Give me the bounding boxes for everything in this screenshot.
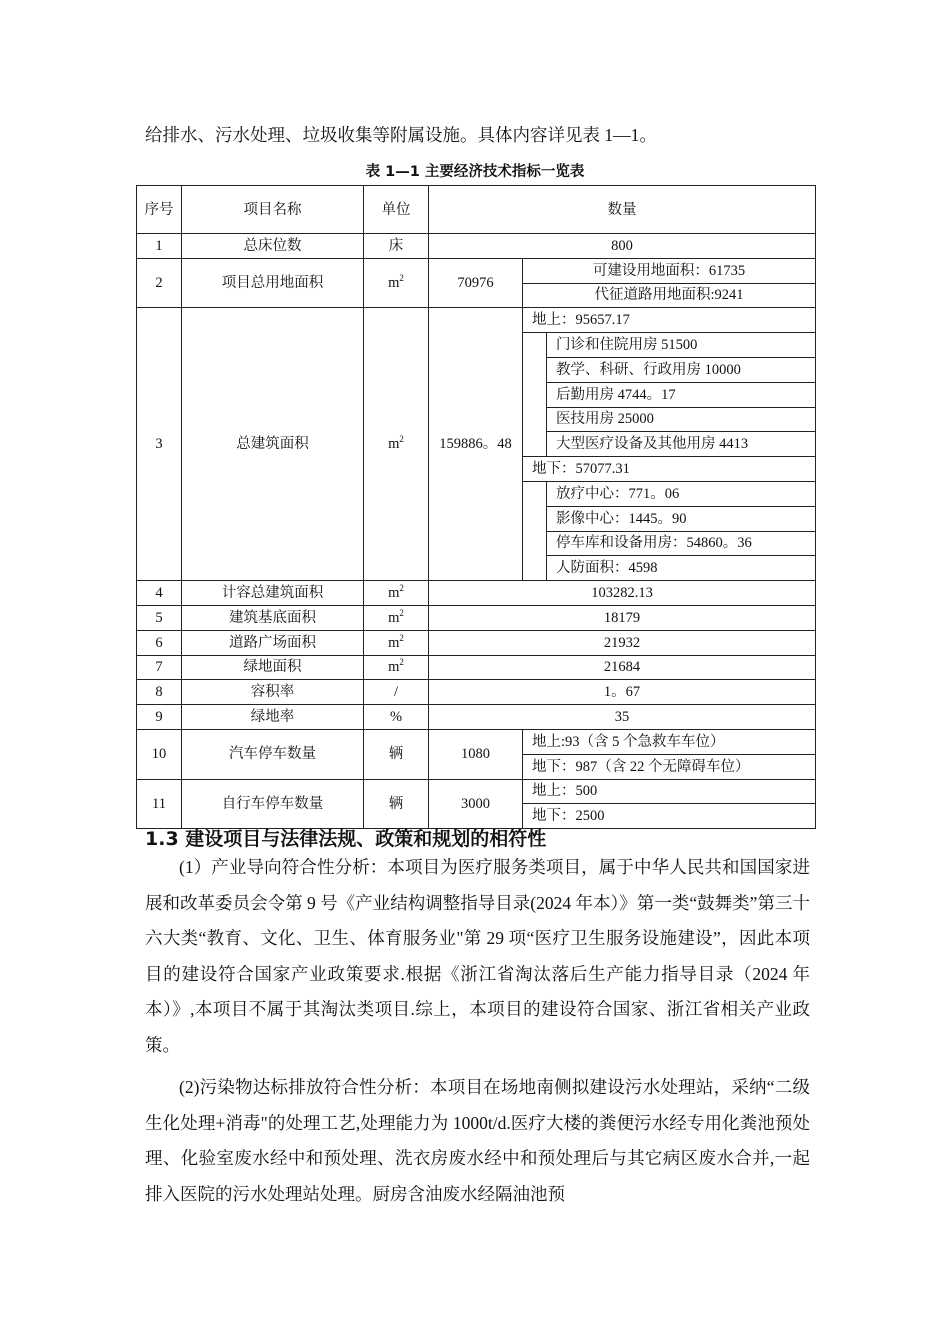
table-caption: 表 1—1 主要经济技术指标一览表 (365, 164, 585, 180)
cell-no: 1 (137, 234, 182, 259)
cell-unit: $m^2$ (364, 630, 429, 655)
cell-sub: 门诊和住院用房 51500 (547, 333, 816, 358)
cell-unit: $m^2$ (364, 605, 429, 630)
cell-sub: 大型医疗设备及其他用房 4413 (547, 432, 816, 457)
cell-no: 8 (137, 680, 182, 705)
cell-value: 35 (429, 705, 816, 730)
cell-name: 建筑基底面积 (182, 605, 364, 630)
cell-no: 10 (137, 729, 182, 779)
cell-unit: 辆 (364, 779, 429, 829)
cell-sub: 代征道路用地面积:9241 (523, 283, 816, 308)
header-unit: 单位 (364, 186, 429, 234)
cell-name: 总床位数 (182, 234, 364, 259)
cell-unit: $m^2$ (364, 258, 429, 308)
table-row (137, 655, 816, 680)
cell-sub: 医技用房 25000 (547, 407, 816, 432)
cell-value: 3000 (429, 779, 523, 829)
table-row (137, 234, 816, 259)
cell-unit: 辆 (364, 729, 429, 779)
cell-value: 70976 (429, 258, 523, 308)
cell-unit: % (364, 705, 429, 730)
cell-sub: 可建设用地面积：61735 (523, 258, 816, 283)
cell-value: 103282.13 (429, 581, 816, 606)
paragraph-industry-policy: (1）产业导向符合性分析：本项目为医疗服务类项目，属于中华人民共和国国家进展和改革委员会令第 9 号《产业结构调整指导目录(2024 年本）》第一类“鼓舞类”第三十六大类“教育、文化、卫生、体育服务业"第 29 项“医疗卫生服务设施建设”，因此本项目的建设符合国家产业政策要求.根据《浙江省淘汰落后生产能力指导目录（2024 年本）》,本项目不属于其淘汰类项目.综上，本项目的建设符合国家、浙江省相关产业政策。 (145, 857, 810, 1055)
indent-cell (523, 481, 547, 580)
header-quantity: 数量 (429, 186, 816, 234)
cell-sub: 教学、科研、行政用房 10000 (547, 357, 816, 382)
table-row (137, 581, 816, 606)
cell-no: 4 (137, 581, 182, 606)
cell-sub: 地上：500 (523, 779, 816, 804)
table-row (137, 605, 816, 630)
cell-name: 绿地面积 (182, 655, 364, 680)
cell-name: 道路广场面积 (182, 630, 364, 655)
cell-sub: 影像中心：1445。90 (547, 506, 816, 531)
cell-unit: $m^2$ (364, 655, 429, 680)
cell-no: 5 (137, 605, 182, 630)
table-row (137, 630, 816, 655)
cell-value: 21684 (429, 655, 816, 680)
cell-no: 3 (137, 308, 182, 581)
cell-no: 9 (137, 705, 182, 730)
table-header-row (137, 186, 816, 234)
cell-value: 18179 (429, 605, 816, 630)
cell-below-ground: 地下：57077.31 (523, 457, 816, 482)
header-name: 项目名称 (182, 186, 364, 234)
cell-name: 自行车停车数量 (182, 779, 364, 829)
cell-value: 1080 (429, 729, 523, 779)
header-no: 序号 (137, 186, 182, 234)
cell-unit: $m^2$ (364, 308, 429, 581)
cell-name: 项目总用地面积 (182, 258, 364, 308)
cell-name: 总建筑面积 (182, 308, 364, 581)
cell-name: 计容总建筑面积 (182, 581, 364, 606)
indicator-table (136, 185, 816, 829)
cell-sub: 人防面积：4598 (547, 556, 816, 581)
table-row (137, 705, 816, 730)
cell-name: 容积率 (182, 680, 364, 705)
cell-no: 2 (137, 258, 182, 308)
cell-value: 159886。48 (429, 308, 523, 581)
cell-value: 1。67 (429, 680, 816, 705)
table-row (137, 308, 816, 333)
cell-no: 6 (137, 630, 182, 655)
section-heading: 1.3 建设项目与法律法规、政策和规划的相符性 (145, 828, 547, 850)
table-row (137, 680, 816, 705)
cell-sub: 后勤用房 4744。17 (547, 382, 816, 407)
cell-sub: 地上:93（含 5 个急救车车位） (523, 729, 816, 754)
cell-unit: $m^2$ (364, 581, 429, 606)
table-row (137, 258, 816, 283)
cell-unit: 床 (364, 234, 429, 259)
cell-sub: 地下：2500 (523, 804, 816, 829)
cell-no: 11 (137, 779, 182, 829)
cell-value: 800 (429, 234, 816, 259)
cell-name: 绿地率 (182, 705, 364, 730)
cell-name: 汽车停车数量 (182, 729, 364, 779)
cell-unit: / (364, 680, 429, 705)
cell-sub: 放疗中心：771。06 (547, 481, 816, 506)
paragraph-emission-compliance: (2)污染物达标排放符合性分析：本项目在场地南侧拟建设污水处理站，采纳“二级生化处理+消毒"的处理工艺,处理能力为 1000t/d.医疗大楼的粪便污水经专用化粪池预处理、化验室废水经中和预处理、洗衣房废水经中和预处理后与其它病区废水合并,一起排入医院的污水处理站处理。厨房含油废水经隔油池预 (145, 1077, 810, 1204)
cell-no: 7 (137, 655, 182, 680)
cell-sub: 地下：987（含 22 个无障碍车位） (523, 754, 816, 779)
table-row (137, 729, 816, 754)
indent-cell (523, 333, 547, 457)
cell-above-ground: 地上：95657.17 (523, 308, 816, 333)
cell-sub: 停车库和设备用房：54860。36 (547, 531, 816, 556)
intro-paragraph: 给排水、污水处理、垃圾收集等附属设施。具体内容详见表 1—1。 (145, 125, 657, 145)
cell-value: 21932 (429, 630, 816, 655)
table-row (137, 779, 816, 804)
